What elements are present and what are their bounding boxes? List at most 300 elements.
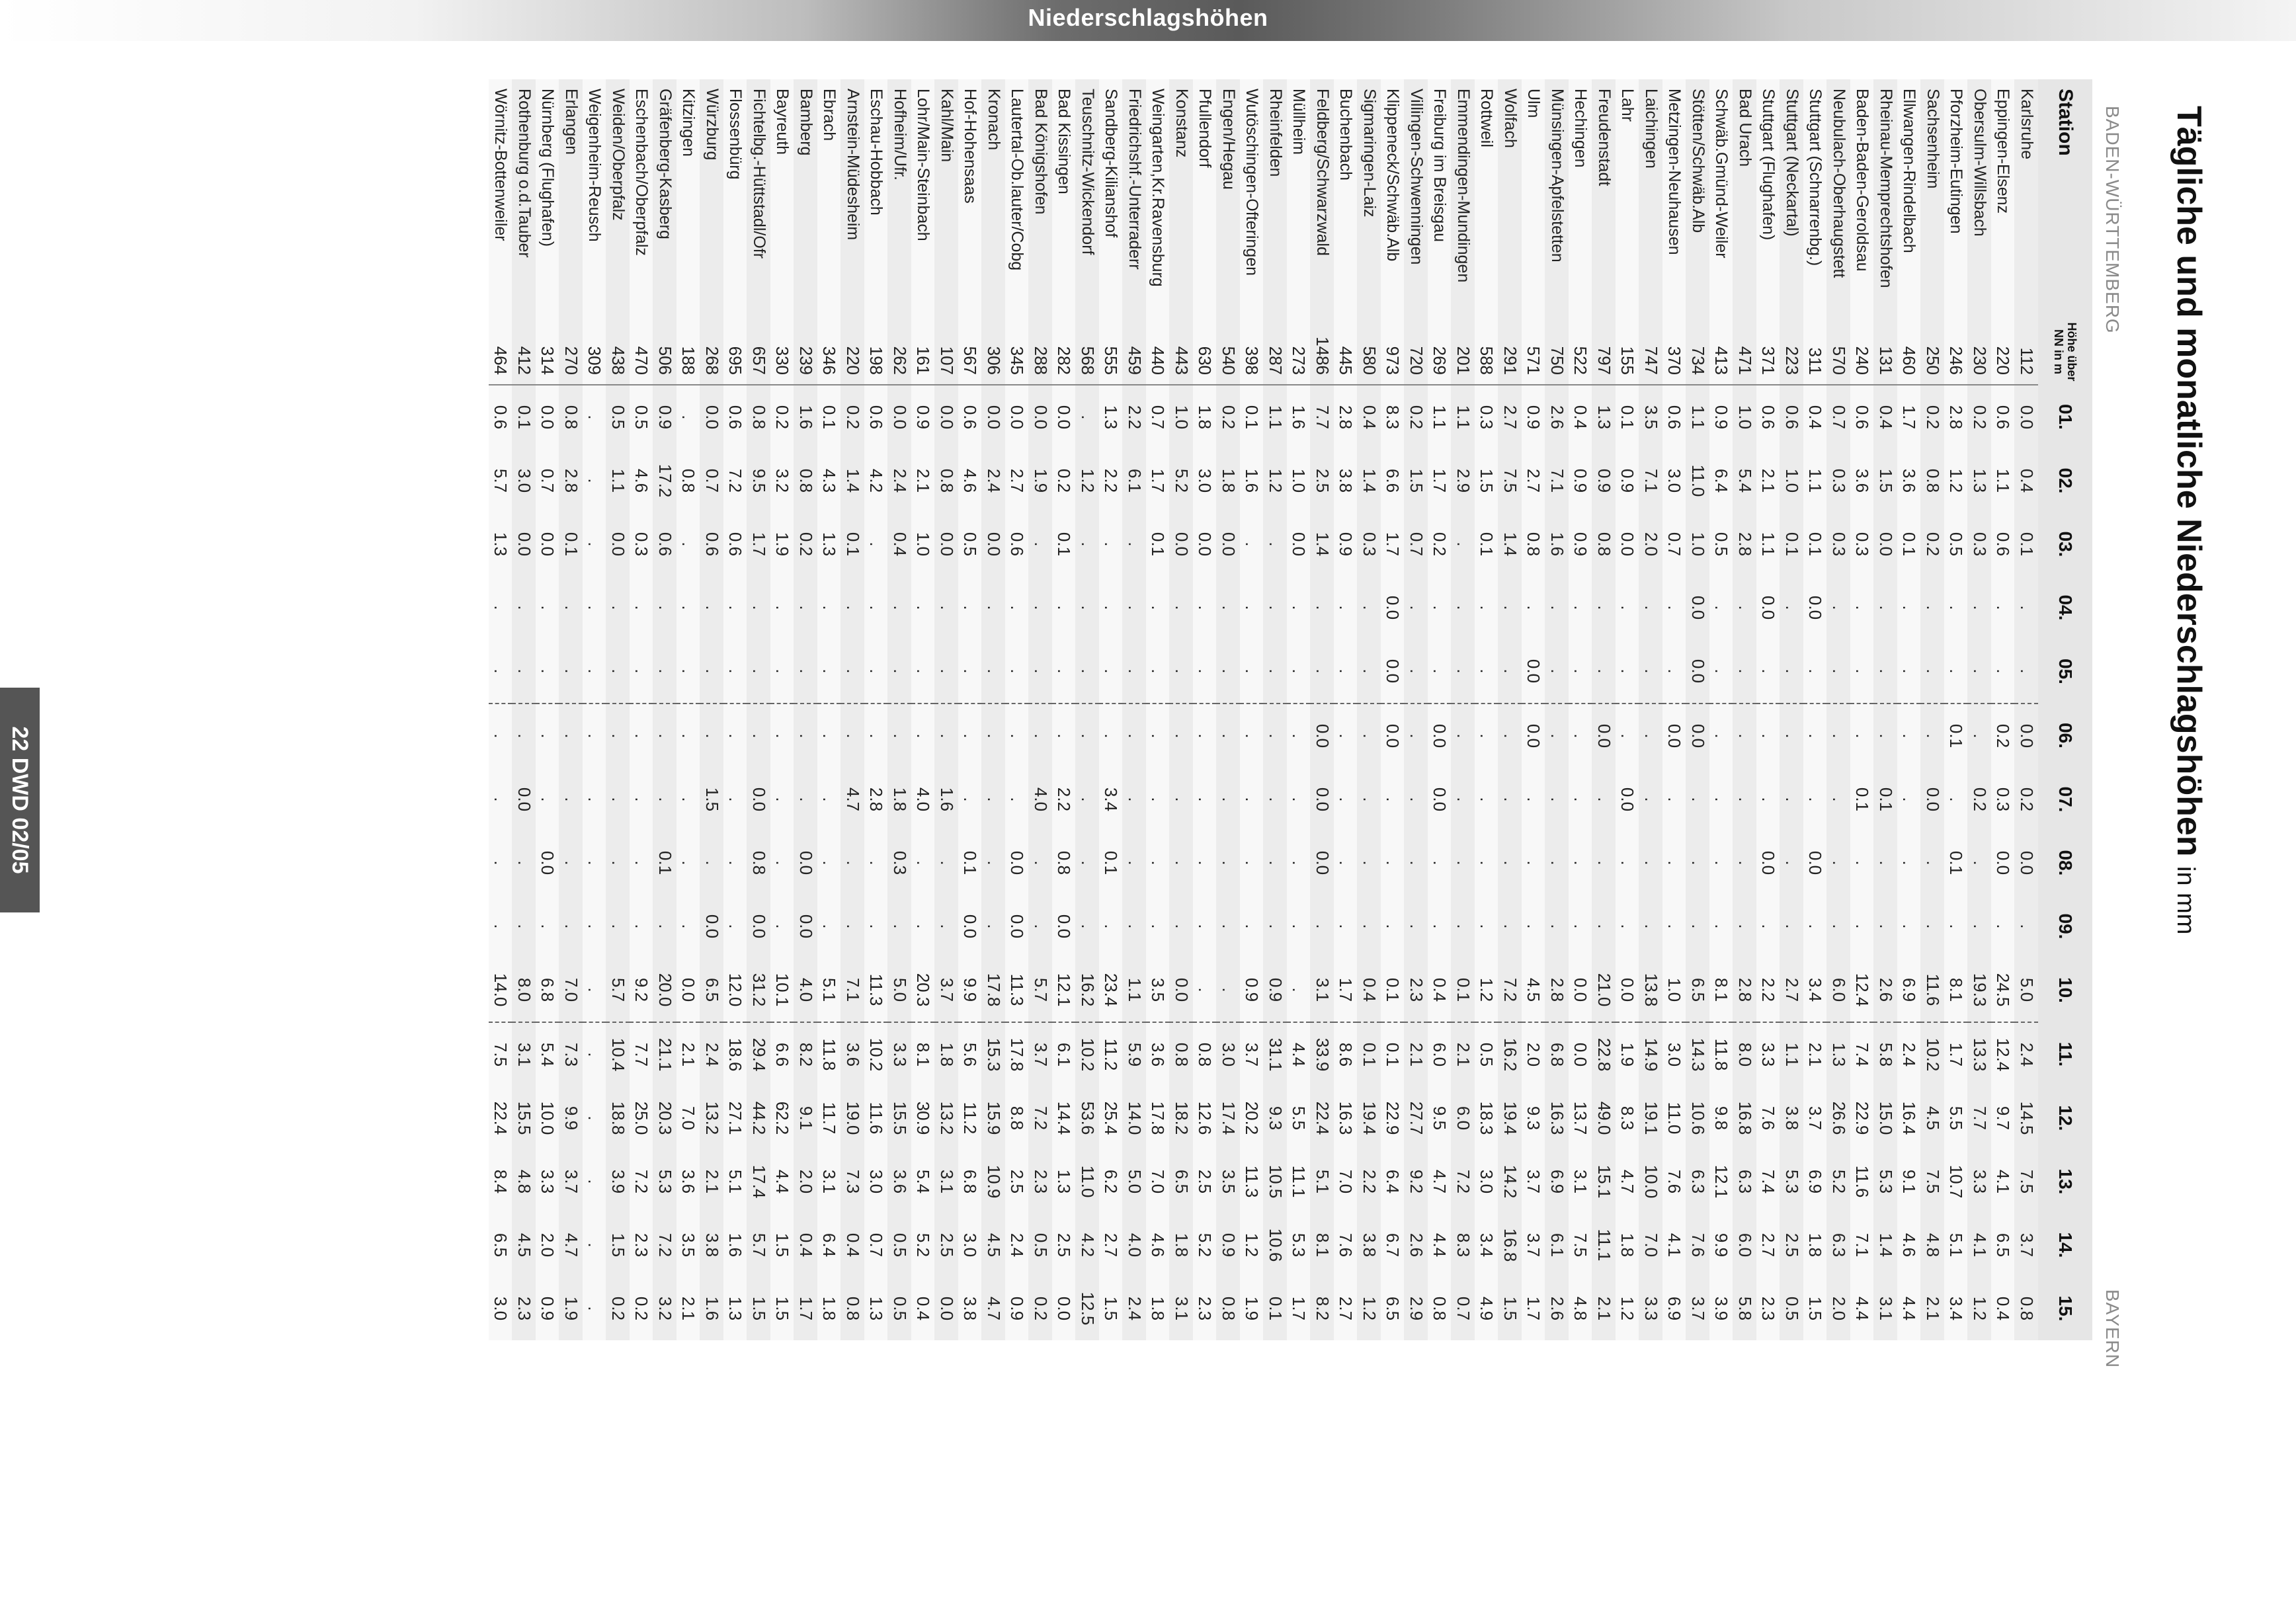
precip-cell: 27.1 (723, 1086, 747, 1150)
precip-cell: . (1428, 576, 1452, 639)
precip-cell: 5.6 (958, 1022, 982, 1086)
precip-cell: 7.3 (559, 1022, 583, 1086)
precip-cell: 0.1 (1240, 385, 1264, 449)
precip-cell: . (1827, 576, 1851, 639)
precip-cell: . (1639, 576, 1663, 639)
table-row (536, 79, 559, 1340)
precip-cell: 13.8 (1639, 958, 1663, 1022)
precip-cell: 16.4 (1897, 1086, 1921, 1150)
precip-cell: . (1123, 704, 1147, 768)
precip-cell: . (583, 1086, 606, 1150)
precip-cell: 4.6 (630, 449, 653, 512)
precip-cell: 0.7 (1146, 385, 1170, 449)
precip-cell: 1.5 (1475, 449, 1498, 512)
precip-cell: 3.6 (841, 1022, 865, 1086)
precip-cell: 0.1 (1146, 512, 1170, 576)
precip-cell: 19.4 (1358, 1086, 1381, 1150)
station-name: Friedrichshf.-Unterraderr (1123, 79, 1147, 319)
precip-cell: 2.4 (700, 1022, 724, 1086)
table-row (700, 79, 724, 1340)
precip-cell: 0.6 (489, 385, 512, 449)
precip-cell: . (1686, 768, 1710, 831)
precip-cell: 7.7 (1311, 385, 1334, 449)
precip-cell: 53.6 (1076, 1086, 1100, 1150)
station-name: Emmendingen-Mundingen (1452, 79, 1475, 319)
precip-cell: 0.0 (1592, 704, 1616, 768)
table-row (794, 79, 818, 1340)
precip-cell: . (1358, 639, 1381, 704)
precip-cell: 4.7 (1616, 1150, 1639, 1213)
table-row (911, 79, 935, 1340)
precip-cell: . (1217, 958, 1241, 1022)
station-name: Flossenbürg (723, 79, 747, 319)
precip-cell: 0.0 (1686, 576, 1710, 639)
precip-cell: . (1592, 895, 1616, 958)
precip-cell: 0.9 (911, 385, 935, 449)
precip-cell: . (489, 831, 512, 895)
precip-cell: . (1498, 768, 1522, 831)
precip-cell: 0.4 (1358, 385, 1381, 449)
precip-cell: . (1921, 639, 1945, 704)
precip-cell: 0.0 (1311, 768, 1334, 831)
precip-cell: 5.7 (1029, 958, 1053, 1022)
station-name: Weiden/Oberpfalz (606, 79, 630, 319)
precip-cell: . (583, 1150, 606, 1213)
precip-cell: 1.4 (1874, 1213, 1898, 1277)
precip-cell: 0.1 (958, 831, 982, 895)
precip-cell: . (1193, 576, 1217, 639)
precip-cell: 3.0 (1662, 449, 1686, 512)
precip-cell: 7.1 (1639, 449, 1663, 512)
precip-cell: 2.4 (1123, 1277, 1147, 1340)
precip-cell: . (1968, 895, 1992, 958)
precip-cell: 0.9 (1334, 512, 1358, 576)
precip-cell: . (606, 768, 630, 831)
precip-cell: . (583, 704, 606, 768)
precip-cell: 7.2 (1029, 1086, 1053, 1150)
precip-cell: . (864, 576, 888, 639)
precip-cell: 0.0 (935, 1277, 959, 1340)
precip-cell: 0.0 (1217, 512, 1241, 576)
precip-cell: . (1498, 639, 1522, 704)
header-height: Höhe über NN in m (2038, 319, 2092, 385)
station-name: Wutöschingen-Ofteringen (1240, 79, 1264, 319)
precip-cell: 3.3 (1756, 1022, 1780, 1086)
precip-cell: 7.2 (630, 1150, 653, 1213)
precip-cell: 0.0 (1991, 831, 2015, 895)
precip-cell: 0.8 (1170, 1022, 1194, 1086)
station-name: Teuschnitz-Wickendorf (1076, 79, 1100, 319)
precip-cell: 3.7 (1686, 1277, 1710, 1340)
precip-cell: . (1639, 639, 1663, 704)
precip-cell: . (1170, 576, 1194, 639)
precip-cell: . (1076, 895, 1100, 958)
precip-cell: . (2015, 895, 2039, 958)
precip-cell: . (1803, 895, 1827, 958)
station-height: 973 (1381, 319, 1405, 385)
precip-cell: . (1358, 576, 1381, 639)
station-name: Lautertal-Ob.lauter/Cobg (1005, 79, 1029, 319)
precip-cell: 0.3 (1968, 512, 1992, 576)
table-row (1099, 79, 1123, 1340)
precip-cell: 6.7 (1381, 1213, 1405, 1277)
precip-cell: 4.1 (1968, 1213, 1992, 1277)
precip-cell: 20.2 (1240, 1086, 1264, 1150)
precip-cell: . (1405, 831, 1428, 895)
precip-cell: 0.0 (1686, 704, 1710, 768)
precip-cell: . (1334, 768, 1358, 831)
precip-cell: . (653, 768, 677, 831)
station-name: Nürnberg (Flughafen) (536, 79, 559, 319)
precip-cell: 1.8 (1616, 1213, 1639, 1277)
precip-cell: . (630, 768, 653, 831)
precip-cell: . (653, 895, 677, 958)
station-name: Sandberg-Kilianshof (1099, 79, 1123, 319)
precip-cell: . (1709, 831, 1733, 895)
precip-cell: 0.6 (1005, 512, 1029, 576)
table-row (1780, 79, 1804, 1340)
precip-cell: 0.6 (653, 512, 677, 576)
precip-cell: . (1569, 768, 1592, 831)
precip-cell: . (1452, 512, 1475, 576)
precip-cell: 3.0 (1475, 1150, 1498, 1213)
precip-cell: . (676, 576, 700, 639)
precip-cell: . (1569, 704, 1592, 768)
precip-cell: . (1193, 639, 1217, 704)
station-name: Kronach (982, 79, 1006, 319)
precip-cell: . (1076, 831, 1100, 895)
precip-cell: 44.2 (747, 1086, 771, 1150)
precip-cell: 0.0 (1005, 895, 1029, 958)
precip-cell: 7.6 (1756, 1086, 1780, 1150)
precip-cell: . (1052, 704, 1076, 768)
precip-cell: 6.5 (1170, 1150, 1194, 1213)
precip-cell: . (1099, 512, 1123, 576)
precip-cell: . (1968, 576, 1992, 639)
precip-cell: 0.4 (1569, 385, 1592, 449)
precip-cell: . (1944, 639, 1968, 704)
precip-cell: . (1287, 576, 1311, 639)
precip-cell: 2.9 (1405, 1277, 1428, 1340)
precip-cell: . (583, 576, 606, 639)
precip-cell: 9.7 (1991, 1086, 2015, 1150)
precip-cell: 4.8 (1921, 1213, 1945, 1277)
precip-cell: . (1170, 639, 1194, 704)
station-height: 568 (1076, 319, 1100, 385)
precip-cell: 0.0 (512, 512, 536, 576)
station-height: 223 (1780, 319, 1804, 385)
precip-cell: . (1428, 895, 1452, 958)
table-row (1897, 79, 1921, 1340)
precip-cell: 0.0 (1287, 512, 1311, 576)
precip-cell: . (1287, 704, 1311, 768)
precip-cell: 0.2 (1968, 385, 1992, 449)
precip-cell: . (1264, 831, 1288, 895)
precip-cell: . (1874, 639, 1898, 704)
station-height: 459 (1123, 319, 1147, 385)
table-row (2015, 79, 2039, 1340)
station-name: Erlangen (559, 79, 583, 319)
station-height: 555 (1099, 319, 1123, 385)
precip-cell: 6.5 (1686, 958, 1710, 1022)
precip-cell: 2.5 (1052, 1213, 1076, 1277)
precip-cell: 15.0 (1874, 1086, 1898, 1150)
precip-cell: 2.0 (1522, 1022, 1545, 1086)
station-name: Eschau-Hobbach (864, 79, 888, 319)
precip-cell: . (1709, 639, 1733, 704)
precip-cell: . (982, 831, 1006, 895)
precip-cell: 2.2 (1358, 1150, 1381, 1213)
document-title (2169, 106, 2209, 934)
precip-cell: 10.2 (864, 1022, 888, 1086)
precip-cell: . (1029, 831, 1053, 895)
precip-cell: . (583, 831, 606, 895)
station-height: 330 (770, 319, 794, 385)
table-row (1545, 79, 1569, 1340)
table-row (1452, 79, 1475, 1340)
precip-cell: . (1123, 895, 1147, 958)
station-name: Baden-Baden-Geroldsau (1850, 79, 1874, 319)
precip-cell: . (1264, 512, 1288, 576)
precip-cell: 12.5 (1076, 1277, 1100, 1340)
station-name: Eschenbach/Oberpfalz (630, 79, 653, 319)
precip-cell: 3.5 (1217, 1150, 1241, 1213)
station-height: 230 (1968, 319, 1992, 385)
precip-cell: . (1827, 639, 1851, 704)
table-body (489, 79, 2038, 1340)
precip-cell: 13.7 (1569, 1086, 1592, 1150)
precip-cell: 5.3 (1780, 1150, 1804, 1213)
table-row (1240, 79, 1264, 1340)
precip-cell: . (630, 639, 653, 704)
precip-cell: 0.6 (958, 385, 982, 449)
station-name: Laichingen (1639, 79, 1663, 319)
precip-cell: . (583, 895, 606, 958)
title-text: Tägliche und monatliche Niederschlagshöhen (2170, 106, 2208, 857)
precip-cell: . (1780, 639, 1804, 704)
precip-cell: 1.7 (1381, 512, 1405, 576)
precip-cell: 0.5 (1029, 1213, 1053, 1277)
precip-cell: . (1780, 895, 1804, 958)
station-height: 345 (1005, 319, 1029, 385)
precip-cell: 22.4 (489, 1086, 512, 1150)
precip-cell: . (841, 831, 865, 895)
precip-cell: . (606, 895, 630, 958)
precip-cell: . (1475, 576, 1498, 639)
title-unit: in mm (2172, 866, 2199, 935)
precip-cell: 0.1 (1944, 704, 1968, 768)
precip-cell: 14.0 (489, 958, 512, 1022)
precip-cell: 9.1 (794, 1086, 818, 1150)
precip-cell: 7.2 (1452, 1150, 1475, 1213)
precip-cell: 7.2 (653, 1213, 677, 1277)
precip-cell: 5.7 (606, 958, 630, 1022)
precip-cell: 5.9 (1123, 1022, 1147, 1086)
precip-cell: 1.8 (1217, 449, 1241, 512)
station-name: Stuttgart (Flughafen) (1756, 79, 1780, 319)
precip-cell: 0.8 (747, 831, 771, 895)
precip-cell: . (1639, 831, 1663, 895)
precip-cell: 1.3 (1592, 385, 1616, 449)
precip-cell: . (1405, 768, 1428, 831)
precip-cell: 1.2 (1358, 1277, 1381, 1340)
precip-cell: . (1358, 895, 1381, 958)
precip-cell: . (606, 831, 630, 895)
precip-cell: . (1475, 639, 1498, 704)
precip-cell: 31.2 (747, 958, 771, 1022)
table-row (935, 79, 959, 1340)
precip-cell: . (723, 831, 747, 895)
precip-cell: . (888, 639, 912, 704)
table-row (1686, 79, 1710, 1340)
precip-cell: 9.9 (559, 1086, 583, 1150)
precip-cell: 14.9 (1639, 1022, 1663, 1086)
precip-cell: 2.1 (1921, 1277, 1945, 1340)
station-height: 188 (676, 319, 700, 385)
precip-cell: . (841, 576, 865, 639)
precip-cell: 0.3 (1827, 512, 1851, 576)
precip-cell: 1.0 (1287, 449, 1311, 512)
precip-cell: 1.3 (1099, 385, 1123, 449)
precip-cell: 26.6 (1827, 1086, 1851, 1150)
precip-cell: 6.6 (1381, 449, 1405, 512)
precip-cell: 4.7 (841, 768, 865, 831)
precip-cell: . (1780, 831, 1804, 895)
precip-cell: . (1240, 831, 1264, 895)
precip-cell: . (583, 512, 606, 576)
precip-cell: 5.5 (1944, 1086, 1968, 1150)
precip-cell: 7.5 (2015, 1150, 2039, 1213)
precip-cell: 2.1 (700, 1150, 724, 1213)
precip-cell: 0.2 (2015, 768, 2039, 831)
precip-cell: . (700, 639, 724, 704)
precip-cell: 0.1 (1780, 512, 1804, 576)
precip-cell: 0.1 (559, 512, 583, 576)
precip-cell: . (1264, 768, 1288, 831)
precip-cell: 0.9 (1005, 1277, 1029, 1340)
precip-cell: . (1827, 831, 1851, 895)
precip-cell: . (1193, 768, 1217, 831)
precip-cell: 0.0 (982, 512, 1006, 576)
precip-cell: 2.7 (1005, 449, 1029, 512)
station-height: 695 (723, 319, 747, 385)
station-name: Ellwangen-Rindelbach (1897, 79, 1921, 319)
precip-cell: . (888, 895, 912, 958)
precip-cell: 0.0 (1756, 831, 1780, 895)
precip-cell: 0.1 (817, 385, 841, 449)
header-station: Station (2038, 79, 2092, 319)
precip-cell: . (1756, 768, 1780, 831)
precip-cell: . (911, 831, 935, 895)
precip-cell: 8.1 (1311, 1213, 1334, 1277)
precip-cell: 6.8 (1545, 1022, 1569, 1086)
precip-cell: 0.7 (1452, 1277, 1475, 1340)
precip-cell: 1.3 (1968, 449, 1992, 512)
precip-cell: . (1545, 704, 1569, 768)
precip-cell: 2.1 (911, 449, 935, 512)
precip-cell: . (911, 704, 935, 768)
precip-cell: 4.4 (1897, 1277, 1921, 1340)
precip-cell: 2.8 (559, 449, 583, 512)
precip-cell: 1.0 (1733, 385, 1757, 449)
precip-cell: . (1827, 895, 1851, 958)
precip-cell: 0.9 (1616, 449, 1639, 512)
precip-cell: 2.7 (1780, 958, 1804, 1022)
precip-cell: . (1475, 895, 1498, 958)
precip-cell: . (1123, 768, 1147, 831)
precip-cell: . (1850, 831, 1874, 895)
header-day: 13. (2038, 1150, 2092, 1213)
table-row (1287, 79, 1311, 1340)
precip-cell: . (1709, 895, 1733, 958)
precip-cell: . (1662, 576, 1686, 639)
precip-cell: 0.0 (1569, 1022, 1592, 1086)
precip-cell: 0.8 (1522, 512, 1545, 576)
precip-cell: 21.0 (1592, 958, 1616, 1022)
precip-cell: 2.0 (1827, 1277, 1851, 1340)
precip-cell: 0.2 (1968, 768, 1992, 831)
precip-cell: . (1944, 768, 1968, 831)
precip-cell: . (1170, 895, 1194, 958)
precip-cell: 0.5 (630, 385, 653, 449)
precip-cell: . (723, 895, 747, 958)
station-height: 262 (888, 319, 912, 385)
precip-cell: 18.6 (723, 1022, 747, 1086)
station-height: 438 (606, 319, 630, 385)
precip-cell: 3.0 (864, 1150, 888, 1213)
precip-cell: 4.0 (794, 958, 818, 1022)
precip-cell: 22.9 (1381, 1086, 1405, 1150)
precip-cell: 2.1 (1452, 1022, 1475, 1086)
precip-cell: 0.0 (1381, 576, 1405, 639)
precip-cell: . (583, 449, 606, 512)
precip-cell: 1.7 (1428, 449, 1452, 512)
station-name: Rheinfelden (1264, 79, 1288, 319)
precip-cell: . (1545, 895, 1569, 958)
precip-cell: 11.2 (958, 1086, 982, 1150)
precip-cell: . (1428, 639, 1452, 704)
station-name: Bad Urach (1733, 79, 1757, 319)
precip-cell: 2.8 (1733, 958, 1757, 1022)
precip-cell: . (1475, 831, 1498, 895)
precip-cell: . (982, 704, 1006, 768)
station-name: Stötten/Schwäb.Alb (1686, 79, 1710, 319)
precip-cell: 6.0 (1827, 958, 1851, 1022)
station-height: 540 (1217, 319, 1241, 385)
precip-cell: . (1733, 704, 1757, 768)
precip-cell: 1.3 (1827, 1022, 1851, 1086)
station-name: Arnstein-Müdesheim (841, 79, 865, 319)
precip-cell: . (1498, 576, 1522, 639)
precip-cell: . (770, 831, 794, 895)
precip-cell: . (1756, 895, 1780, 958)
precip-cell: . (1452, 768, 1475, 831)
station-height: 460 (1897, 319, 1921, 385)
precip-cell: 1.3 (864, 1277, 888, 1340)
precip-cell: 4.4 (1287, 1022, 1311, 1086)
precip-cell: . (1944, 895, 1968, 958)
precip-cell: 0.0 (747, 768, 771, 831)
table-row (958, 79, 982, 1340)
station-name: Kitzingen (676, 79, 700, 319)
precip-cell: 7.6 (1662, 1150, 1686, 1213)
precip-cell: . (1005, 704, 1029, 768)
precip-cell: . (606, 576, 630, 639)
precip-cell: 3.1 (817, 1150, 841, 1213)
precip-cell: . (1123, 639, 1147, 704)
precip-cell: . (723, 576, 747, 639)
header-day: 04. (2038, 576, 2092, 639)
